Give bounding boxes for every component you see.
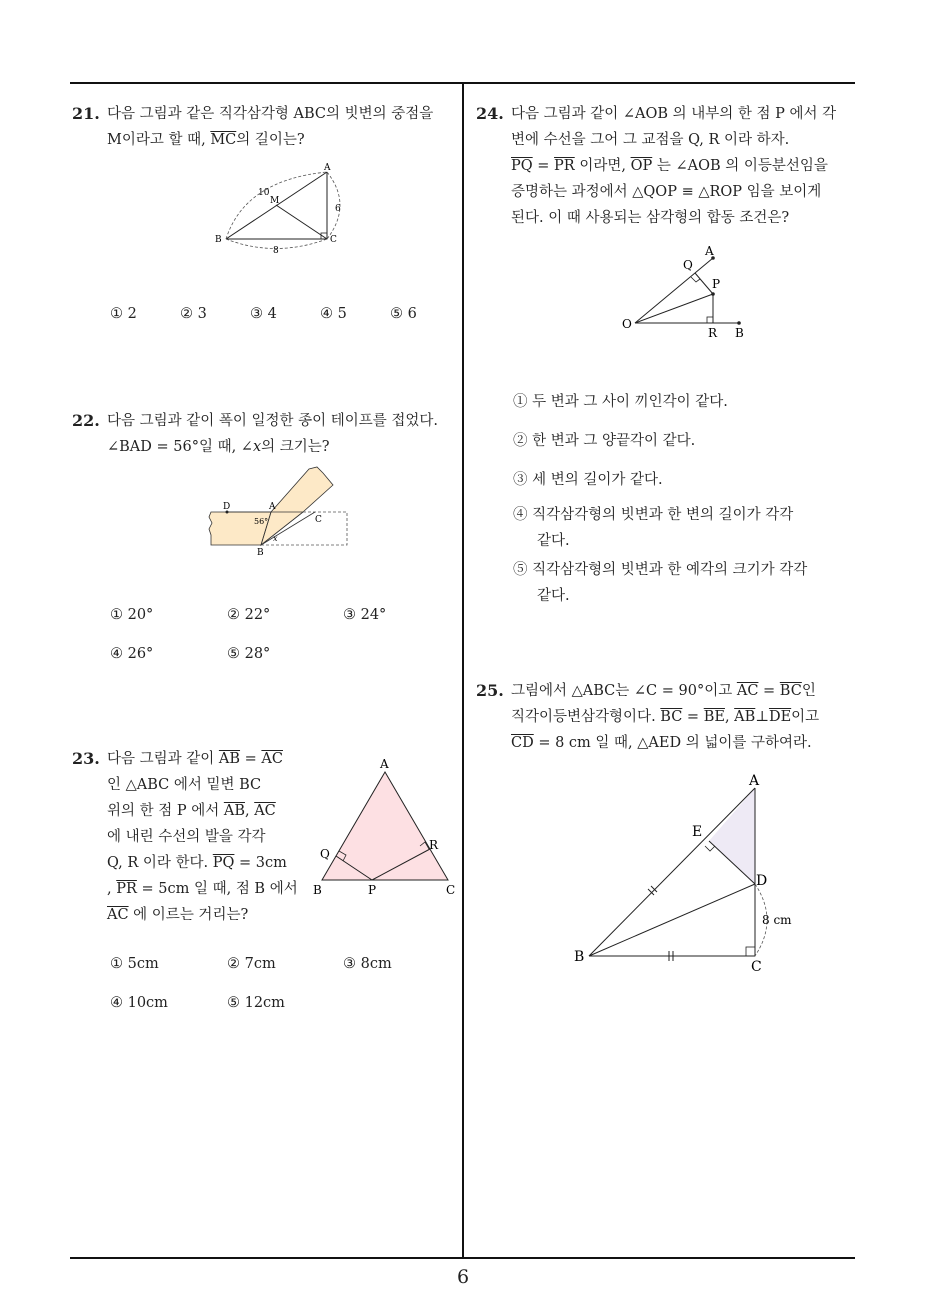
choice-24-3[interactable]: ③ 세 변의 길이가 같다. bbox=[513, 472, 663, 488]
label-C: C bbox=[330, 235, 337, 245]
figure-q25-isosceles-right-triangle bbox=[565, 768, 805, 978]
question-number: 22. bbox=[72, 411, 100, 430]
label-10: 10 bbox=[258, 188, 270, 198]
label-Q: Q bbox=[683, 258, 693, 272]
choice-23-3[interactable]: ③ 8cm bbox=[343, 956, 392, 972]
label-8: 8 bbox=[273, 246, 279, 256]
label-angle-56: 56° bbox=[254, 517, 269, 526]
figure-q21-right-triangle bbox=[205, 160, 365, 260]
choice-24-4[interactable]: ④ 직각삼각형의 빗변과 한 변의 길이가 각각 같다. bbox=[513, 507, 794, 549]
choice-23-5[interactable]: ⑤ 12cm bbox=[227, 995, 285, 1011]
label-C: C bbox=[446, 883, 456, 897]
choice-21-2[interactable]: ② 3 bbox=[180, 306, 207, 322]
choice-24-1[interactable]: ① 두 변과 그 사이 끼인각이 같다. bbox=[513, 394, 728, 410]
question-text: 다음 그림과 같이 ∠AOB 의 내부의 한 점 P 에서 각 변에 수선을 그어 그 교점을 Q, R 이라 하자. $\overline{PQ} = \overline{PR}$ 이라면, $\overline{OP}$ 는 ∠AOB 의 이등분선임을 증명하는 과정에서 △QOP ≡ △ROP 임을 보이게 된다. 이 때 사용되는 삼각형의 합동 조건은? bbox=[511, 106, 837, 226]
label-B: B bbox=[735, 326, 744, 340]
question-number: 24. bbox=[476, 104, 504, 123]
question-number: 23. bbox=[72, 749, 100, 768]
label-C: C bbox=[315, 515, 322, 525]
label-P: P bbox=[712, 277, 721, 291]
question-number: 21. bbox=[72, 104, 100, 123]
question-text: 그림에서 △ABC는 ∠C = 90°이고 $\overline{AC} = \overline{BC}$인 직각이등변삼각형이다. $\overline{BC} = \overline{BE}$, $\overline{AB}\perp\overline{DE}$이고 $\overline{CD} = 8$ cm 일 때, △AED 의 넓이를 구하여라. bbox=[511, 683, 820, 751]
label-R: R bbox=[708, 326, 718, 340]
label-O: O bbox=[622, 317, 632, 331]
bottom-rule bbox=[70, 1257, 855, 1259]
choice-21-4[interactable]: ④ 5 bbox=[320, 306, 347, 322]
label-A: A bbox=[749, 773, 760, 789]
label-M: M bbox=[270, 196, 280, 206]
question-23 bbox=[72, 746, 302, 928]
choice-23-1[interactable]: ① 5cm bbox=[110, 956, 159, 972]
label-R: R bbox=[429, 838, 439, 852]
label-C: C bbox=[751, 959, 762, 975]
choice-22-4[interactable]: ④ 26° bbox=[110, 646, 154, 662]
label-B: B bbox=[215, 235, 222, 245]
label-D: D bbox=[756, 873, 768, 889]
figure-q23-isosceles-triangle bbox=[308, 752, 463, 900]
label-Q: Q bbox=[320, 847, 330, 861]
label-B: B bbox=[574, 949, 585, 965]
figure-q22-folded-tape bbox=[205, 465, 355, 560]
choice-22-3[interactable]: ③ 24° bbox=[343, 607, 387, 623]
label-6: 6 bbox=[335, 204, 341, 214]
label-A: A bbox=[324, 163, 331, 173]
choice-22-5[interactable]: ⑤ 28° bbox=[227, 646, 271, 662]
choice-23-4[interactable]: ④ 10cm bbox=[110, 995, 168, 1011]
choice-21-3[interactable]: ③ 4 bbox=[250, 306, 277, 322]
label-A: A bbox=[269, 502, 276, 512]
choice-23-2[interactable]: ② 7cm bbox=[227, 956, 276, 972]
question-text: 다음 그림과 같은 직각삼각형 ABC의 빗변의 중점을 M이라고 할 때, $\overline{MC}$의 길이는? bbox=[107, 106, 434, 148]
label-A: A bbox=[380, 757, 389, 771]
label-x: x bbox=[273, 534, 278, 543]
question-text: 다음 그림과 같이 $\overline{AB} = \overline{AC}$ 인 △ABC 에서 밑변 BC 위의 한 점 P 에서 $\overline{AB}$, $\overline{AC}$ 에 내린 수선의 발을 각각 Q, R 이라 한다. $\overline{PQ} = 3cm$ , $\overline{PR} = 5cm$ 일 때, 점 B 에서 $\overline{AC}$ 에 이르는 거리는? bbox=[107, 751, 298, 923]
question-21 bbox=[72, 101, 457, 153]
label-P: P bbox=[368, 883, 377, 897]
page-number: 6 bbox=[456, 1266, 470, 1288]
label-B: B bbox=[313, 883, 322, 897]
label-E: E bbox=[692, 824, 703, 840]
choice-22-1[interactable]: ① 20° bbox=[110, 607, 154, 623]
choice-24-2[interactable]: ② 한 변과 그 양끝각이 같다. bbox=[513, 433, 696, 449]
label-D: D bbox=[223, 502, 231, 512]
question-22 bbox=[72, 408, 457, 460]
label-A: A bbox=[705, 244, 714, 258]
label-8cm: 8 cm bbox=[762, 913, 792, 927]
question-24 bbox=[476, 101, 851, 231]
choice-22-2[interactable]: ② 22° bbox=[227, 607, 271, 623]
column-divider bbox=[462, 82, 464, 1258]
label-B: B bbox=[257, 548, 264, 558]
question-number: 25. bbox=[476, 681, 504, 700]
choice-21-1[interactable]: ① 2 bbox=[110, 306, 137, 322]
choice-21-5[interactable]: ⑤ 6 bbox=[390, 306, 417, 322]
figure-q24-angle-bisector bbox=[615, 240, 755, 345]
choice-24-5[interactable]: ⑤ 직각삼각형의 빗변과 한 예각의 크기가 각각 같다. bbox=[513, 562, 808, 604]
question-text: 다음 그림과 같이 폭이 일정한 종이 테이프를 접었다. ∠BAD = 56°일 때, ∠x의 크기는? bbox=[107, 413, 439, 455]
question-25 bbox=[476, 678, 851, 756]
